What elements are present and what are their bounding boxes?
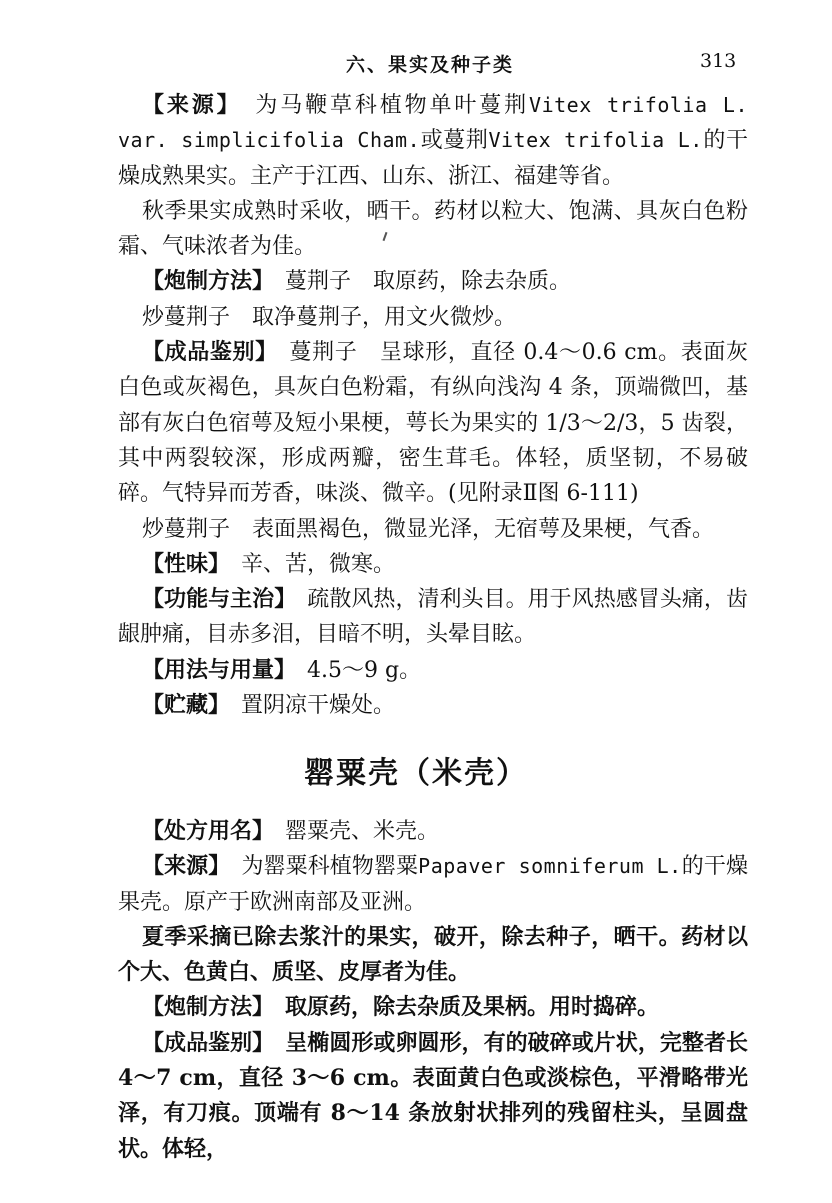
- paragraph-stirfry: 炒蔓荆子 取净蔓荆子，用文火微炒。: [142, 304, 517, 330]
- paragraph-nature: [118, 547, 748, 582]
- source-text-2: 或蔓荆: [420, 128, 489, 154]
- source-text-3: 的干燥成熟果实。主产于江西、山东、浙江、福建等省。: [118, 128, 748, 189]
- identification2-text: 呈椭圆形或卵圆形，有的破碎或片状，完整者长 4～7 cm，直径 3～6 cm。表面黄白色或淡棕色，平滑略带光泽，有刀痕。顶端有 8～14 条放射状排列的残留柱头，呈圆盘状。体轻，: [118, 1029, 748, 1162]
- paragraph-harvest-2: 夏季采摘已除去浆汁的果实，破开，除去种子，晒干。药材以个大、色黄白、质坚、皮厚者为佳。: [118, 923, 748, 986]
- function-tag: 【功能与主治】: [142, 587, 286, 613]
- processing2-text: 取原药，除去杂质及果柄。用时捣碎。: [285, 994, 660, 1021]
- paragraph-function: [118, 582, 748, 653]
- paragraph-prescription-names: [118, 814, 748, 849]
- source-tag: 【来源】: [142, 93, 231, 118]
- source2-text-1: 为罂粟科植物罂粟: [241, 854, 419, 880]
- page-number: 313: [700, 50, 737, 72]
- nature-tag: 【性味】: [142, 551, 220, 577]
- source-text-1: 为马鞭草科植物单叶蔓荆: [255, 93, 530, 118]
- latin-name-1: Vitex trifolia L. var. simplicifolia Cham.: [118, 93, 748, 153]
- dosage-tag: 【用法与用量】: [142, 657, 286, 683]
- names-tag: 【处方用名】: [142, 819, 264, 844]
- nature-text: 辛、苦，微寒。: [241, 551, 396, 577]
- paragraph-storage: [118, 688, 748, 723]
- paragraph-identification-2: [118, 1026, 748, 1167]
- storage-tag: 【贮藏】: [142, 693, 220, 719]
- paragraph-source-2: [118, 849, 748, 920]
- identification-tag: 【成品鉴别】: [142, 340, 267, 366]
- processing-text: 蔓荆子 取原药，除去杂质。: [285, 269, 572, 295]
- function-text: 疏散风热，清利头目。用于风热感冒头痛，齿龈肿痛，目赤多泪，目暗不明，头晕目眩。: [118, 587, 748, 648]
- identification-tag-2: 【成品鉴别】: [142, 1030, 264, 1056]
- running-header: [0, 48, 832, 78]
- storage-text: 置阴凉干燥处。: [241, 693, 396, 719]
- paragraph-harvest: 秋季果实成熟时采收，晒干。药材以粒大、饱满、具灰白色粉霜、气味浓者为佳。: [118, 198, 748, 260]
- paragraph-source: [118, 88, 748, 194]
- section-title-papaver: 罂粟壳（米壳）: [304, 756, 528, 791]
- dosage-text: 4.5～9 g。: [307, 657, 422, 683]
- chapter-header-title: 六、果实及种子类: [346, 54, 515, 76]
- paragraph-stirfry-identification: 炒蔓荆子 表面黑褐色，微显光泽，无宿萼及果梗，气香。: [142, 516, 715, 542]
- section-vitex-body: [118, 88, 748, 723]
- latin-name-papaver: Papaver somniferum L.: [418, 854, 682, 879]
- paragraph-identification: [118, 335, 748, 511]
- source2-text-2: 的干燥果壳。原产于欧洲南部及亚洲。: [118, 854, 748, 915]
- latin-name-2: Vitex trifolia L.: [488, 128, 703, 153]
- paragraph-processing: [118, 264, 748, 299]
- processing-tag-2: 【炮制方法】: [142, 995, 264, 1021]
- section-papaver-body: [118, 814, 748, 1167]
- identification-text: 蔓荆子 呈球形，直径 0.4～0.6 cm。表面灰白色或灰褐色，具灰白色粉霜，有纵向浅沟 4 条，顶端微凹，基部有灰白色宿萼及短小果梗，萼长为果实的 1/3～2/3，5 齿裂，其中两裂较深，形成两瓣，密生茸毛。体轻，质坚韧，不易破碎。气特异而芳香，味淡、微辛。(见附录Ⅱ图 6-111): [118, 340, 748, 507]
- paragraph-dosage: [118, 653, 748, 688]
- paragraph-processing-2: [118, 990, 748, 1025]
- processing-tag: 【炮制方法】: [142, 269, 264, 295]
- source-tag-2: 【来源】: [142, 854, 220, 880]
- names-text: 罂粟壳、米壳。: [285, 819, 440, 844]
